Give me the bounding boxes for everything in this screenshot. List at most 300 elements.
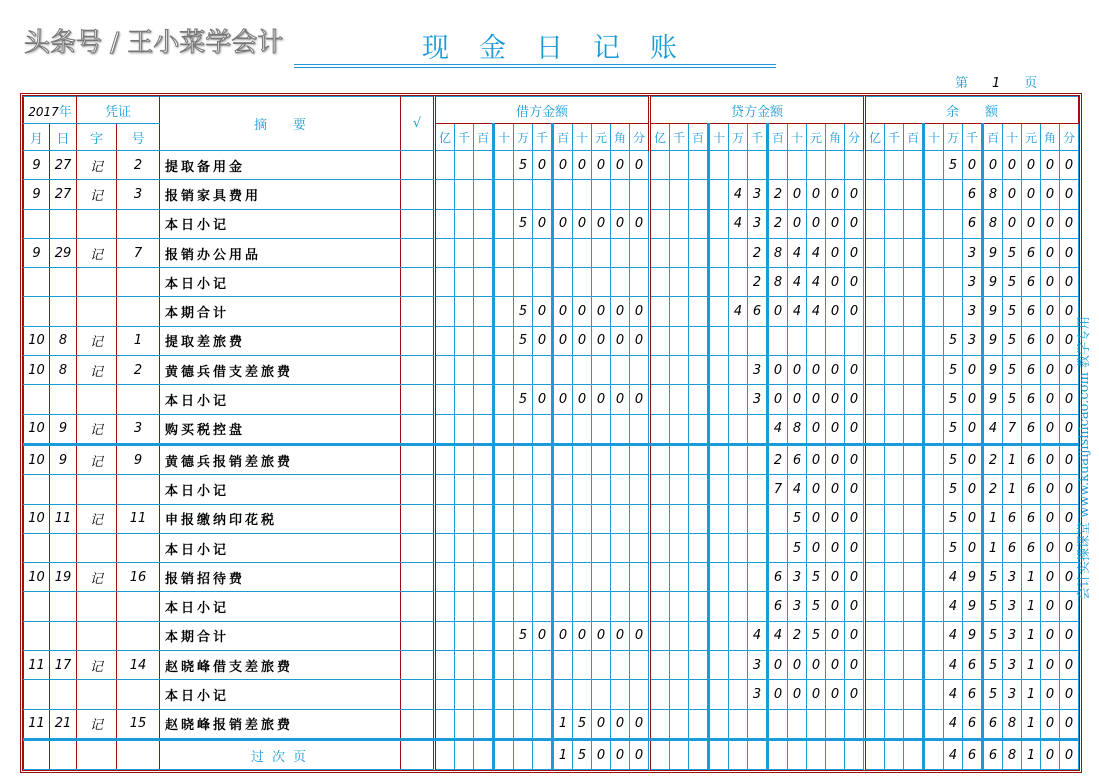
credit-digit-cell	[788, 739, 807, 769]
voucher-no-cell	[117, 533, 160, 562]
credit-digit-cell: 5	[788, 504, 807, 533]
debit-digit-cell	[611, 592, 630, 621]
credit-digit-cell	[651, 326, 670, 355]
summary-cell: 提取备用金	[160, 151, 401, 180]
digit-label: 百	[983, 124, 1003, 151]
page-number	[955, 72, 1037, 91]
credit-digit-cell: 5	[788, 533, 807, 562]
debit-digit-cell: 0	[533, 326, 553, 355]
credit-digit-cell: 0	[826, 297, 845, 326]
credit-digit-cell	[689, 504, 709, 533]
balance-digit-cell: 0	[1060, 180, 1079, 209]
check-cell[interactable]	[401, 475, 434, 504]
table-row	[24, 504, 1079, 533]
credit-digit-cell: 0	[845, 621, 864, 650]
debit-digit-cell: 5	[514, 385, 533, 414]
debit-digit-cell: 0	[533, 297, 553, 326]
balance-digit-cell	[866, 385, 885, 414]
debit-digit-cell: 0	[611, 326, 630, 355]
credit-digit-cell: 0	[826, 444, 845, 474]
balance-digit-cell: 5	[1003, 238, 1022, 267]
balance-digit-cell	[866, 563, 885, 592]
digit-label: 角	[1041, 124, 1060, 151]
credit-digit-cell: 0	[768, 297, 788, 326]
debit-digit-cell	[514, 414, 533, 444]
debit-digit-cell	[436, 209, 455, 238]
check-cell[interactable]	[401, 180, 434, 209]
voucher-no-cell	[117, 592, 160, 621]
balance-digit-cell: 6	[963, 739, 983, 769]
check-cell[interactable]	[401, 563, 434, 592]
day-header: 日	[50, 124, 77, 151]
balance-digit-cell	[885, 680, 904, 709]
debit-digit-cell	[494, 268, 514, 297]
credit-digit-cell	[651, 592, 670, 621]
credit-digit-cell	[709, 533, 729, 562]
debit-digit-cell	[630, 238, 649, 267]
credit-digit-cell: 0	[807, 475, 826, 504]
summary-cell: 提取差旅费	[160, 326, 401, 355]
credit-digit-cell	[689, 475, 709, 504]
balance-digit-cell: 3	[1003, 651, 1022, 680]
balance-digit-cell: 1	[1022, 709, 1041, 739]
debit-digit-cell: 0	[611, 739, 630, 769]
day-cell: 21	[50, 709, 77, 739]
credit-digit-cell: 0	[826, 621, 845, 650]
voucher-no-cell: 16	[117, 563, 160, 592]
balance-digit-cell	[866, 238, 885, 267]
summary-cell: 过次页	[160, 739, 401, 769]
balance-digit-cell	[866, 709, 885, 739]
credit-digit-cell: 6	[768, 563, 788, 592]
debit-digit-cell: 0	[611, 621, 630, 650]
credit-digit-cell	[729, 563, 748, 592]
month-cell: 10	[24, 504, 50, 533]
balance-digit-cell: 1	[1003, 444, 1022, 474]
balance-digit-cell: 4	[944, 592, 963, 621]
debit-digit-cell	[436, 621, 455, 650]
credit-digit-cell: 0	[845, 385, 864, 414]
balance-digit-cell: 0	[1041, 238, 1060, 267]
summary-cell: 赵晓峰借支差旅费	[160, 651, 401, 680]
balance-digit-cell: 1	[1003, 475, 1022, 504]
debit-digit-cell	[436, 475, 455, 504]
debit-digit-cell: 0	[592, 209, 611, 238]
credit-digit-cell: 8	[768, 238, 788, 267]
table-row	[24, 268, 1079, 297]
check-cell[interactable]	[401, 651, 434, 680]
debit-digit-cell: 0	[630, 709, 649, 739]
credit-digit-cell	[651, 533, 670, 562]
credit-digit-cell: 0	[826, 475, 845, 504]
debit-digit-cell: 5	[573, 709, 592, 739]
balance-digit-cell	[924, 680, 944, 709]
debit-digit-cell	[494, 238, 514, 267]
voucher-no-cell: 11	[117, 504, 160, 533]
table-row	[24, 385, 1079, 414]
credit-digit-cell	[729, 238, 748, 267]
credit-digit-cell	[729, 444, 748, 474]
balance-digit-cell: 0	[1041, 592, 1060, 621]
debit-digit-cell	[436, 238, 455, 267]
balance-digit-cell: 5	[1003, 326, 1022, 355]
summary-cell: 本日小记	[160, 385, 401, 414]
balance-digit-cell: 0	[1041, 533, 1060, 562]
balance-digit-cell	[904, 709, 924, 739]
debit-digit-cell	[494, 563, 514, 592]
check-cell[interactable]	[401, 356, 434, 385]
month-cell	[24, 621, 50, 650]
credit-digit-cell: 4	[729, 180, 748, 209]
balance-digit-cell: 9	[983, 356, 1003, 385]
credit-digit-cell: 0	[826, 238, 845, 267]
credit-digit-cell: 0	[807, 533, 826, 562]
check-cell[interactable]	[401, 297, 434, 326]
debit-digit-cell	[592, 238, 611, 267]
debit-digit-cell: 0	[553, 151, 573, 180]
debit-digit-cell	[533, 504, 553, 533]
credit-digit-cell: 3	[748, 680, 768, 709]
balance-digit-cell	[924, 739, 944, 769]
check-cell[interactable]	[401, 680, 434, 709]
balance-digit-cell: 9	[983, 326, 1003, 355]
credit-digit-cell: 0	[845, 475, 864, 504]
digit-label: 万	[514, 124, 533, 151]
credit-digit-cell	[651, 151, 670, 180]
voucher-no-cell: 9	[117, 444, 160, 474]
debit-digit-cell	[474, 268, 494, 297]
credit-digit-cell: 3	[748, 651, 768, 680]
credit-digit-cell	[670, 356, 689, 385]
balance-digit-cell	[866, 444, 885, 474]
debit-digit-cell: 0	[533, 151, 553, 180]
digit-label: 角	[826, 124, 845, 151]
voucher-type-cell: 记	[77, 326, 117, 355]
balance-digit-cell: 0	[1041, 326, 1060, 355]
month-cell	[24, 533, 50, 562]
balance-digit-cell: 6	[1003, 504, 1022, 533]
debit-digit-cell: 0	[611, 297, 630, 326]
debit-digit-cell	[494, 651, 514, 680]
check-cell[interactable]	[401, 592, 434, 621]
balance-digit-cell	[904, 621, 924, 650]
year-label: 年	[58, 104, 72, 120]
check-cell[interactable]	[401, 385, 434, 414]
digit-label: 千	[748, 124, 768, 151]
voucher-no-cell	[117, 297, 160, 326]
digit-label: 百	[553, 124, 573, 151]
summary-cell: 本日小记	[160, 680, 401, 709]
title-underline	[294, 64, 776, 68]
balance-digit-cell: 0	[1060, 356, 1079, 385]
debit-digit-cell	[573, 268, 592, 297]
balance-digit-cell: 4	[944, 680, 963, 709]
debit-digit-cell	[436, 180, 455, 209]
debit-digit-cell	[474, 414, 494, 444]
balance-digit-cell	[904, 533, 924, 562]
credit-digit-cell	[651, 504, 670, 533]
debit-digit-cell	[553, 651, 573, 680]
balance-digit-cell: 5	[983, 680, 1003, 709]
debit-digit-cell: 5	[514, 209, 533, 238]
summary-cell: 本日小记	[160, 475, 401, 504]
check-cell[interactable]	[401, 209, 434, 238]
debit-digit-cell	[573, 444, 592, 474]
balance-digit-cell: 3	[963, 238, 983, 267]
balance-digit-cell	[904, 504, 924, 533]
debit-digit-cell: 0	[630, 326, 649, 355]
debit-digit-cell	[514, 475, 533, 504]
digit-label: 千	[963, 124, 983, 151]
watermark: 头条号 / 王小菜学会计	[24, 28, 284, 58]
voucher-type-cell: 记	[77, 444, 117, 474]
debit-digit-cell: 0	[573, 151, 592, 180]
table-row	[24, 444, 1079, 474]
balance-digit-cell: 0	[1041, 563, 1060, 592]
check-cell[interactable]	[401, 326, 434, 355]
credit-digit-cell	[689, 180, 709, 209]
credit-digit-cell	[729, 739, 748, 769]
balance-digit-cell: 5	[983, 592, 1003, 621]
balance-digit-cell	[904, 356, 924, 385]
day-cell: 8	[50, 326, 77, 355]
balance-digit-cell	[944, 238, 963, 267]
credit-digit-cell: 0	[826, 180, 845, 209]
debit-digit-cell	[592, 680, 611, 709]
debit-digit-cell	[514, 444, 533, 474]
debit-digit-cell	[474, 680, 494, 709]
balance-digit-cell	[904, 238, 924, 267]
balance-digit-cell	[904, 180, 924, 209]
debit-digit-cell	[533, 238, 553, 267]
balance-digit-cell	[866, 651, 885, 680]
credit-digit-cell	[807, 739, 826, 769]
balance-digit-cell	[885, 739, 904, 769]
month-cell	[24, 739, 50, 769]
debit-digit-cell: 0	[573, 326, 592, 355]
balance-digit-cell	[924, 475, 944, 504]
voucher-no-cell: 3	[117, 414, 160, 444]
balance-digit-cell: 0	[1041, 504, 1060, 533]
check-cell[interactable]	[401, 621, 434, 650]
credit-digit-cell	[689, 563, 709, 592]
debit-digit-cell	[553, 504, 573, 533]
check-cell[interactable]	[401, 504, 434, 533]
check-cell[interactable]	[401, 444, 434, 474]
credit-digit-cell	[729, 151, 748, 180]
balance-digit-cell: 1	[983, 504, 1003, 533]
debit-digit-cell	[573, 475, 592, 504]
credit-digit-cell: 2	[748, 238, 768, 267]
debit-digit-cell	[455, 326, 474, 355]
credit-digit-cell	[709, 238, 729, 267]
balance-digit-cell: 6	[963, 651, 983, 680]
balance-digit-cell: 0	[1041, 680, 1060, 709]
credit-digit-cell	[709, 385, 729, 414]
debit-digit-cell	[455, 563, 474, 592]
voucher-type-cell: 记	[77, 356, 117, 385]
summary-header: 摘 要	[160, 97, 401, 151]
credit-digit-cell: 0	[826, 651, 845, 680]
digit-label: 百	[768, 124, 788, 151]
voucher-no-cell	[117, 209, 160, 238]
credit-digit-cell	[729, 475, 748, 504]
balance-digit-cell	[904, 297, 924, 326]
balance-digit-cell: 5	[944, 326, 963, 355]
credit-digit-cell	[748, 326, 768, 355]
voucher-type-cell: 记	[77, 238, 117, 267]
year-value: 2017	[28, 104, 59, 119]
credit-digit-cell: 0	[826, 680, 845, 709]
balance-digit-cell: 0	[1041, 151, 1060, 180]
debit-digit-cell	[533, 533, 553, 562]
balance-digit-cell: 6	[963, 680, 983, 709]
balance-digit-cell	[924, 592, 944, 621]
credit-digit-cell: 0	[807, 209, 826, 238]
balance-digit-cell: 0	[1060, 209, 1079, 238]
credit-digit-cell	[709, 563, 729, 592]
credit-digit-cell	[709, 444, 729, 474]
balance-digit-cell	[885, 651, 904, 680]
credit-digit-cell: 0	[826, 533, 845, 562]
debit-digit-cell	[436, 504, 455, 533]
credit-digit-cell: 0	[845, 268, 864, 297]
credit-digit-cell: 6	[788, 444, 807, 474]
debit-digit-cell	[533, 444, 553, 474]
balance-digit-cell: 1	[1022, 621, 1041, 650]
balance-digit-cell: 2	[983, 444, 1003, 474]
check-cell[interactable]	[401, 739, 434, 769]
balance-digit-cell	[904, 592, 924, 621]
summary-cell: 报销家具费用	[160, 180, 401, 209]
credit-digit-cell: 0	[788, 209, 807, 238]
digit-label: 十	[1003, 124, 1022, 151]
credit-digit-cell: 0	[845, 651, 864, 680]
balance-digit-cell	[924, 709, 944, 739]
check-cell[interactable]	[401, 238, 434, 267]
credit-digit-cell	[709, 621, 729, 650]
credit-digit-cell	[670, 444, 689, 474]
check-cell[interactable]	[401, 151, 434, 180]
balance-digit-cell: 0	[963, 444, 983, 474]
credit-digit-cell	[670, 326, 689, 355]
credit-digit-cell: 0	[788, 385, 807, 414]
balance-digit-cell	[885, 209, 904, 238]
debit-digit-cell	[573, 592, 592, 621]
check-cell[interactable]	[401, 709, 434, 739]
table-row	[24, 414, 1079, 444]
balance-digit-cell: 0	[1041, 385, 1060, 414]
debit-digit-cell: 0	[573, 209, 592, 238]
balance-digit-cell	[904, 563, 924, 592]
credit-digit-cell	[729, 533, 748, 562]
voucher-type-cell	[77, 621, 117, 650]
credit-digit-cell: 0	[826, 356, 845, 385]
balance-digit-cell	[885, 533, 904, 562]
balance-digit-cell: 0	[963, 475, 983, 504]
balance-digit-cell	[866, 739, 885, 769]
credit-digit-cell: 2	[768, 180, 788, 209]
check-cell[interactable]	[401, 268, 434, 297]
balance-digit-cell	[904, 414, 924, 444]
debit-digit-cell: 0	[611, 709, 630, 739]
check-cell[interactable]	[401, 533, 434, 562]
balance-digit-cell	[885, 356, 904, 385]
voucher-type-cell: 记	[77, 414, 117, 444]
balance-digit-cell	[904, 651, 924, 680]
debit-digit-cell: 0	[592, 385, 611, 414]
debit-digit-cell: 0	[630, 385, 649, 414]
balance-digit-cell: 0	[1022, 209, 1041, 238]
table-row	[24, 680, 1079, 709]
credit-digit-cell	[826, 739, 845, 769]
balance-digit-cell: 0	[1060, 504, 1079, 533]
credit-digit-cell	[729, 592, 748, 621]
balance-digit-cell	[885, 504, 904, 533]
balance-digit-cell: 4	[944, 739, 963, 769]
balance-digit-cell	[924, 297, 944, 326]
debit-digit-cell	[592, 414, 611, 444]
debit-digit-cell	[573, 414, 592, 444]
credit-digit-cell	[709, 592, 729, 621]
debit-digit-cell	[611, 651, 630, 680]
day-cell: 29	[50, 238, 77, 267]
balance-digit-cell: 6	[1022, 444, 1041, 474]
balance-digit-cell: 9	[963, 592, 983, 621]
debit-digit-cell	[553, 444, 573, 474]
credit-digit-cell: 0	[768, 356, 788, 385]
credit-digit-cell	[651, 268, 670, 297]
debit-digit-cell	[611, 268, 630, 297]
debit-digit-cell	[436, 592, 455, 621]
credit-digit-cell: 0	[788, 651, 807, 680]
credit-digit-cell: 0	[807, 180, 826, 209]
debit-digit-cell	[533, 180, 553, 209]
page-number-value: 1	[992, 76, 1001, 91]
debit-digit-cell	[455, 475, 474, 504]
debit-digit-cell	[494, 709, 514, 739]
digit-label: 亿	[866, 124, 885, 151]
debit-digit-cell	[592, 533, 611, 562]
balance-digit-cell: 0	[963, 414, 983, 444]
debit-digit-cell: 0	[553, 209, 573, 238]
balance-digit-cell: 0	[1060, 326, 1079, 355]
debit-digit-cell: 5	[514, 621, 533, 650]
table-row	[24, 475, 1079, 504]
debit-digit-cell	[474, 180, 494, 209]
balance-digit-cell	[866, 268, 885, 297]
debit-digit-cell	[436, 739, 455, 769]
balance-digit-cell	[924, 563, 944, 592]
debit-digit-cell	[455, 414, 474, 444]
balance-digit-cell: 0	[1060, 297, 1079, 326]
summary-cell: 申报缴纳印花税	[160, 504, 401, 533]
credit-digit-cell	[651, 709, 670, 739]
balance-digit-cell: 5	[944, 444, 963, 474]
month-cell: 11	[24, 651, 50, 680]
balance-digit-cell	[904, 326, 924, 355]
page-title: 现金日记账	[422, 33, 707, 64]
balance-digit-cell	[924, 326, 944, 355]
check-cell[interactable]	[401, 414, 434, 444]
balance-digit-cell: 0	[1060, 563, 1079, 592]
balance-digit-cell	[885, 475, 904, 504]
balance-header: 余 额	[866, 97, 1079, 124]
credit-digit-cell: 2	[768, 444, 788, 474]
summary-cell: 购买税控盘	[160, 414, 401, 444]
debit-digit-cell	[455, 238, 474, 267]
credit-digit-cell	[748, 414, 768, 444]
